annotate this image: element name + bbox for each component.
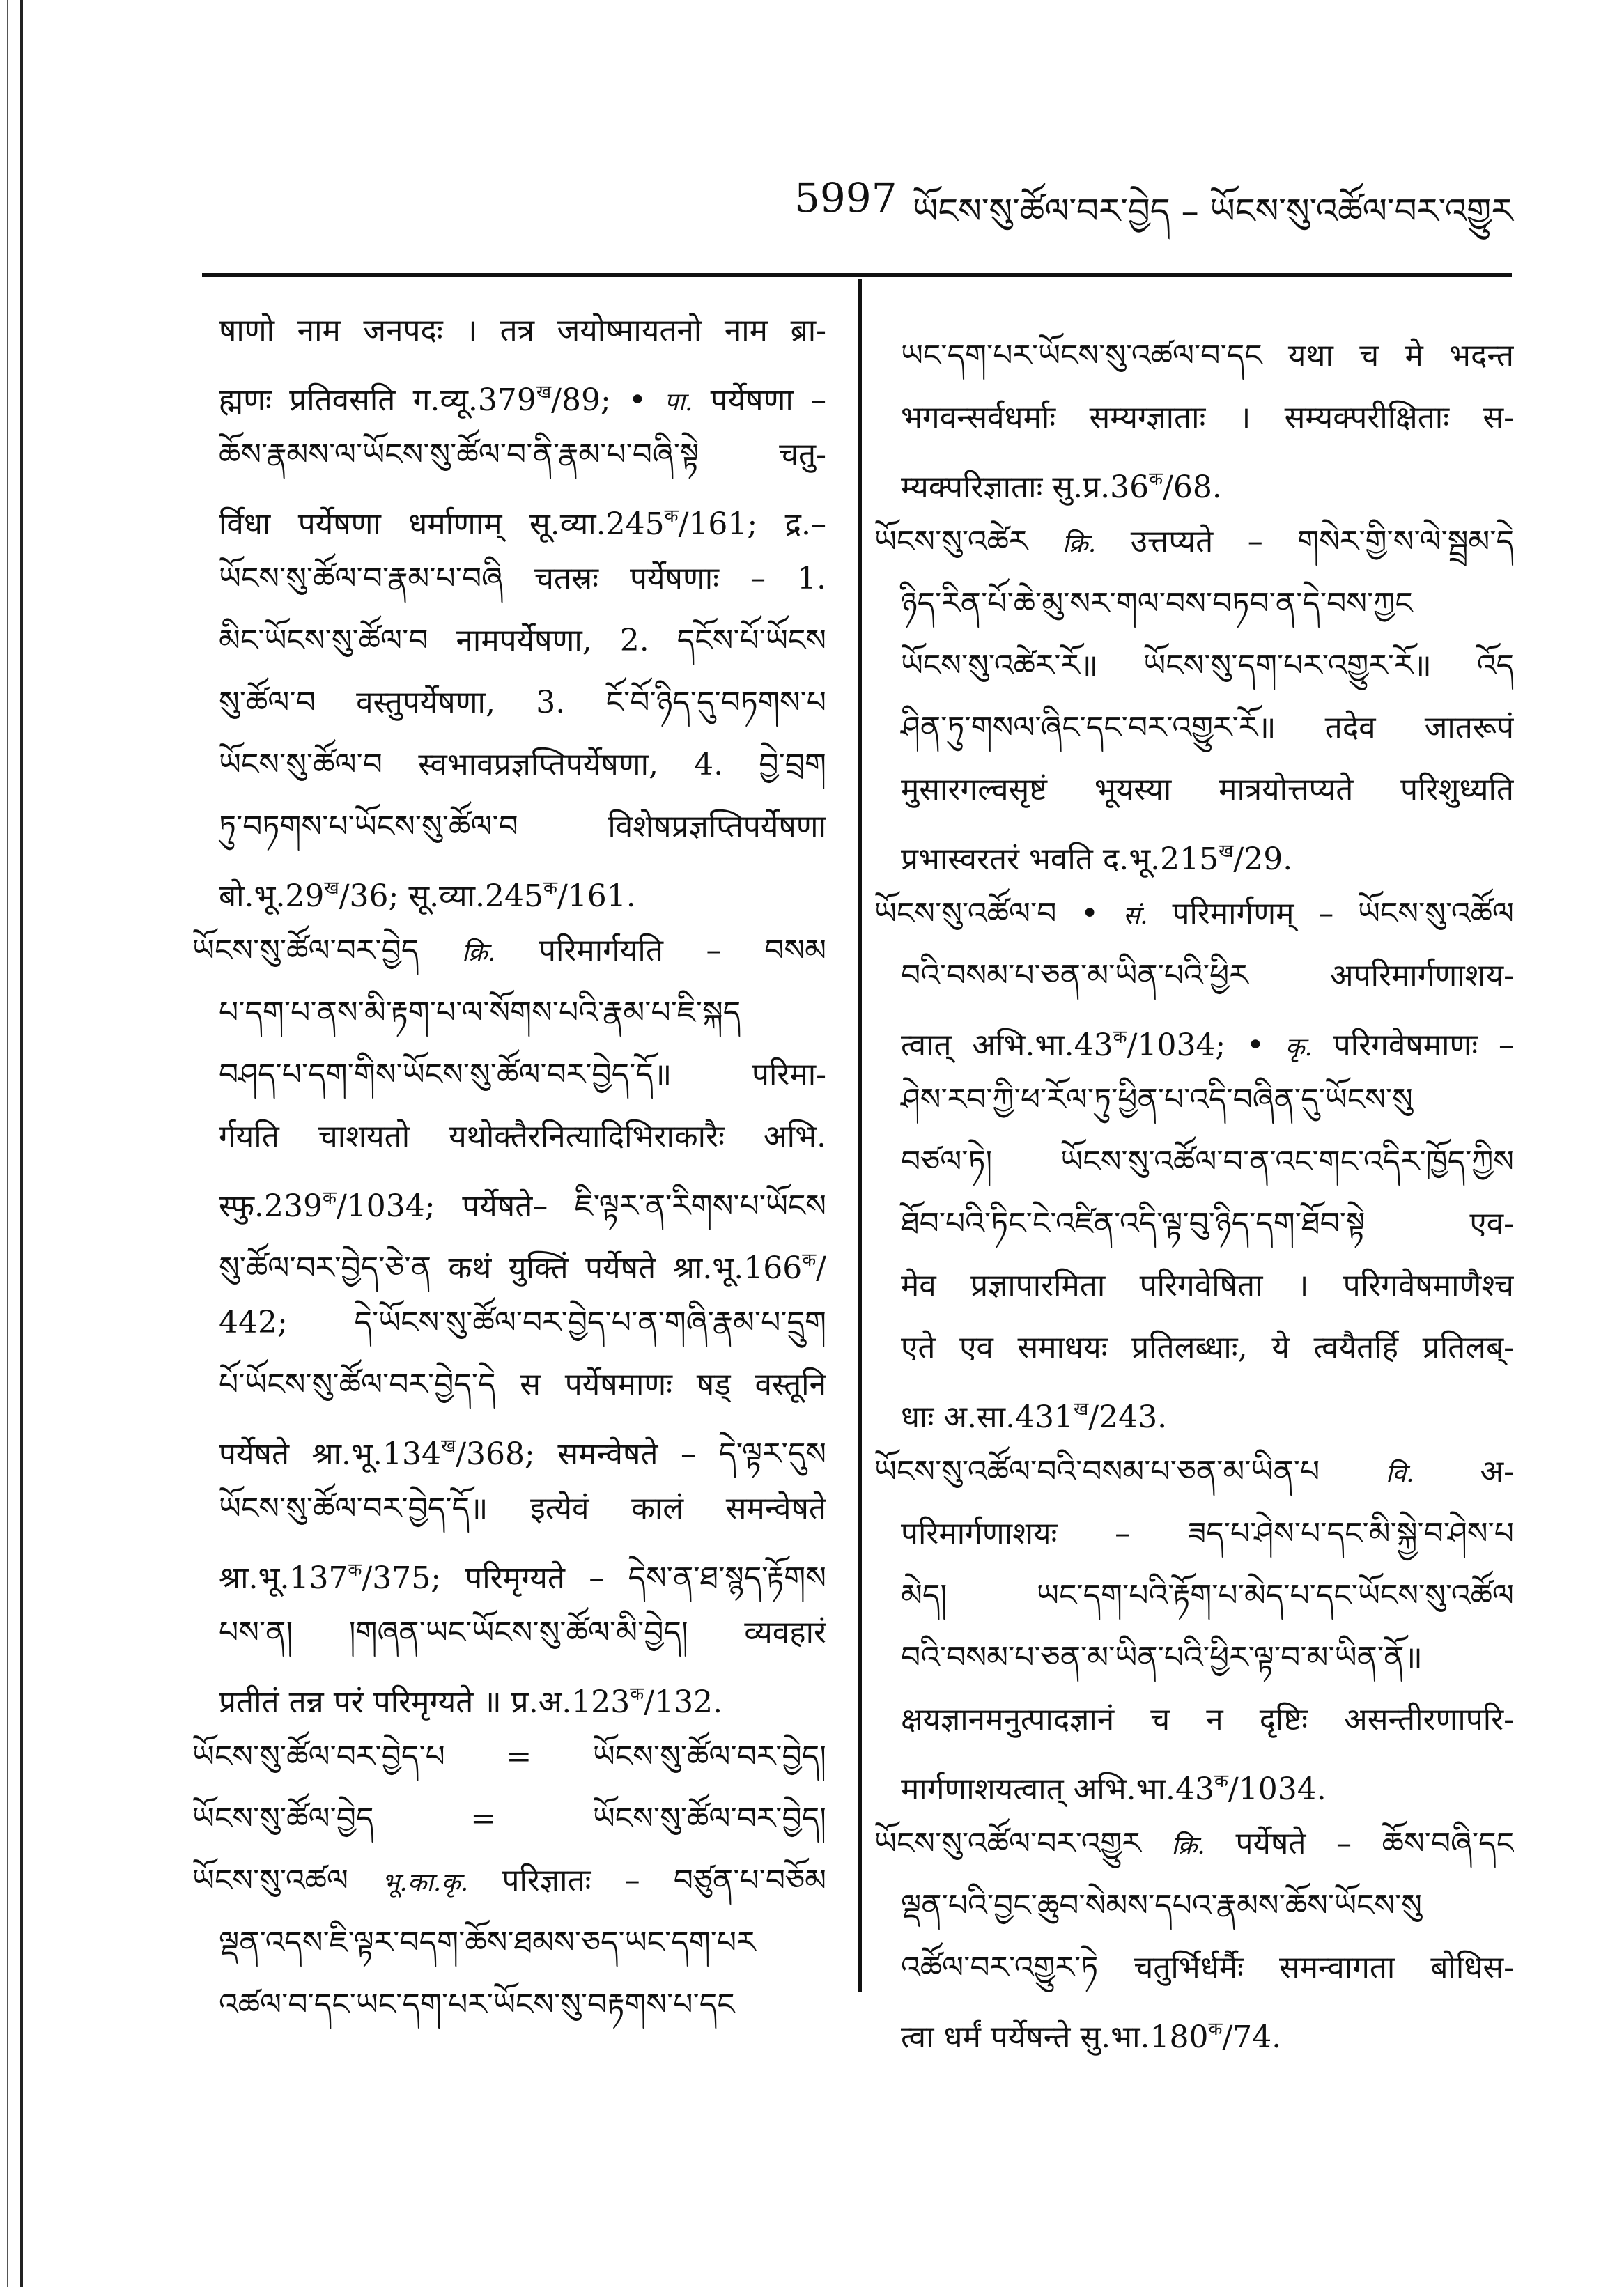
text-segment: प्रभास्वरतरं भवति द.भू.215 bbox=[901, 842, 1219, 877]
text-segment: ཡོངས་སུ་འཚོལ་བ • bbox=[874, 896, 1123, 931]
folio-side-superscript: ख bbox=[536, 382, 552, 403]
folio-side-superscript: क bbox=[664, 506, 679, 527]
entry-text-line bbox=[192, 486, 826, 548]
text-segment: ཆོས་རྣམས་ལ་ཡོངས་སུ་ཚོལ་བ་ནི་རྣམ་པ་བཞི་སྟེ चतु- bbox=[219, 437, 826, 472]
text-segment: 442; དེ་ཡོངས་སུ་ཚོལ་བར་བྱེད་པ་ན་གཞི་རྣམ་པ་དྲུག bbox=[219, 1305, 826, 1340]
text-segment: ལྡན་འདས་ཇི་ལྟར་བདག་ཆོས་ཐམས་ཅད་ཡང་དག་པར bbox=[219, 1925, 756, 1960]
entry-text-line bbox=[874, 635, 1514, 697]
entry-text-line bbox=[192, 362, 826, 424]
entry-text-line bbox=[192, 1044, 826, 1106]
grammar-label: सं. bbox=[1122, 901, 1148, 930]
folio-side-superscript: क bbox=[630, 1684, 644, 1705]
entry-text-line bbox=[874, 325, 1514, 387]
text-segment: /74. bbox=[1222, 2019, 1282, 2055]
text-segment: /243. bbox=[1088, 1400, 1168, 1435]
entry-text-line bbox=[192, 1664, 826, 1726]
entry-text-line bbox=[874, 1627, 1514, 1689]
entry-text-line bbox=[192, 1292, 826, 1354]
entry-text-line bbox=[192, 1478, 826, 1540]
entry-text-line bbox=[192, 1354, 826, 1416]
entry-text-line bbox=[874, 1317, 1514, 1379]
text-segment: मुसारगल्वसृष्टं भूयस्या मात्रयोत्तप्यते परिशुध्यति bbox=[901, 772, 1514, 807]
entry-text-line bbox=[874, 1131, 1514, 1193]
text-segment: ཡོངས་སུ་འཚལ bbox=[192, 1863, 382, 1898]
text-segment: པས་ན། །གཞན་ཡང་ཡོངས་སུ་ཚོལ་མི་བྱེད། व्यवहारं bbox=[219, 1615, 826, 1650]
entry-text-line bbox=[192, 1230, 826, 1292]
folio-side-superscript: क bbox=[543, 878, 557, 899]
text-segment: /132. bbox=[644, 1684, 723, 1720]
text-segment: ཤེས་རབ་ཀྱི་ཕ་རོལ་ཏུ་ཕྱིན་པ་འདི་བཞིན་དུ་ཡོངས་སུ bbox=[901, 1082, 1413, 1117]
text-segment: परिमार्गयति – བསམ bbox=[495, 933, 826, 968]
text-segment: अ- bbox=[1414, 1454, 1514, 1489]
text-segment: ཡོངས་སུ་འཚོལ་བའི་བསམ་པ་ཅན་མ་ཡིན་པ bbox=[874, 1454, 1386, 1489]
entry-text-line bbox=[874, 945, 1514, 1007]
folio-side-superscript: ख bbox=[1219, 841, 1234, 862]
text-segment: धाः अ.सा.431 bbox=[901, 1400, 1074, 1435]
entry-headword-line bbox=[874, 883, 1514, 945]
grammar-label: वि. bbox=[1385, 1459, 1414, 1488]
text-segment: क्षयज्ञानमनुत्पादज्ञानं च न दृष्टिः असन्तीरणापरि- bbox=[901, 1702, 1514, 1737]
text-segment: /368; समन्वेषते – དེ་ལྟར་དུས bbox=[456, 1436, 826, 1472]
folio-side-superscript: क bbox=[323, 1188, 337, 1209]
text-segment: /161. bbox=[557, 878, 636, 914]
entry-text-line bbox=[874, 1751, 1514, 1813]
entry-text-line bbox=[192, 1912, 826, 1974]
entry-text-line bbox=[192, 300, 826, 362]
text-segment: पर्येषते श्रा.भू.134 bbox=[219, 1436, 441, 1472]
text-segment: མིང་ཡོངས་སུ་ཚོལ་བ नामपर्येषणा, 2. དངོས་པོ་ཡོངས bbox=[219, 623, 826, 658]
text-segment: उत्तप्यते – གསེར་གྱི་ས་ལེ་སྦྲམ་དེ bbox=[1096, 524, 1514, 559]
text-segment: परिज्ञातः – བཙུན་པ་བཅོམ bbox=[468, 1863, 826, 1898]
text-segment: म्यक्परिज्ञाताः सु.प्र.36 bbox=[901, 470, 1150, 505]
folio-side-superscript: क bbox=[348, 1560, 362, 1581]
text-segment: स्फु.239 bbox=[219, 1188, 323, 1224]
text-segment: ཤིན་ཏུ་གསལ་ཞིང་དང་བར་འགྱུར་རོ॥ तदेव जातरूपं bbox=[901, 710, 1514, 745]
text-segment: མེད། ཡང་དག་པའི་རྟོག་པ་མེད་པ་དང་ཡོངས་སུ་འཚོལ bbox=[901, 1578, 1514, 1613]
text-segment: भगवन्सर्वधर्माः सम्यग्ज्ञाताः । सम्यक्परीक्षिताः स- bbox=[901, 400, 1514, 435]
text-segment: षाणो नाम जनपदः । तत्र जयोष्मायतनो नाम ब्रा- bbox=[219, 313, 826, 348]
text-segment: मार्गणाशयत्वात् अभि.भा.43 bbox=[901, 1772, 1214, 1807]
text-segment: /36; सू.व्या.245 bbox=[339, 878, 543, 914]
scan-binding-edge bbox=[20, 0, 23, 2287]
text-segment: ཐོབ་པའི་ཏིང་ངེ་འཛིན་འདི་ལྟ་བུ་ཉིད་དག་ཐོབ་སྟེ एव- bbox=[901, 1206, 1514, 1241]
scan-edge-shadow bbox=[7, 0, 8, 2287]
entry-text-line bbox=[874, 1565, 1514, 1627]
entry-text-line bbox=[192, 1416, 826, 1478]
grammar-label: पा. bbox=[664, 388, 693, 417]
entry-headword-line bbox=[874, 511, 1514, 573]
entry-headword-line bbox=[192, 1788, 826, 1850]
text-segment: ཡོངས་སུ་ཚོལ་བར་བྱེད་དོ॥ इत्येवं कालं समन्वेषते bbox=[219, 1491, 826, 1526]
text-segment: བཤད་པ་དག་གིས་ཡོངས་སུ་ཚོལ་བར་བྱེད་དོ॥ परिमा- bbox=[219, 1057, 826, 1092]
entry-headword-line bbox=[192, 1726, 826, 1788]
grammar-label: भू.का.कृ. bbox=[382, 1868, 469, 1897]
text-segment: ཡོངས་སུ་འཚེར bbox=[874, 524, 1062, 559]
entry-text-line bbox=[192, 424, 826, 486]
text-segment: བའི་བསམ་པ་ཅན་མ་ཡིན་པའི་ཕྱིར་ལྟ་བ་མ་ཡིན་ནོ॥ bbox=[901, 1640, 1423, 1675]
entry-text-line bbox=[192, 610, 826, 672]
text-segment: परिमार्गणाशयः – ཟད་པ་ཤེས་པ་དང་མི་སྐྱེ་བ་ཤེས་པ bbox=[901, 1516, 1514, 1551]
text-segment: སུ་ཚོལ་བར་བྱེད་ཅེ་ན कथं युक्तिं पर्येषते श्रा.भू.166 bbox=[219, 1250, 803, 1286]
text-segment: /29. bbox=[1233, 842, 1293, 877]
text-segment: ཡོངས་སུ་འཚེར་རོ॥ ཡོངས་སུ་དག་པར་འགྱུར་རོ॥ འོད bbox=[901, 648, 1514, 683]
text-segment: /1034; पर्येषते– ཇི་ལྟར་ན་རིགས་པ་ཡོངས bbox=[336, 1188, 826, 1224]
text-segment: मेव प्रज्ञापारमिता परिगवेषिता । परिगवेषमाणैश्च bbox=[901, 1268, 1514, 1303]
text-segment: /1034. bbox=[1228, 1772, 1327, 1807]
text-segment: ཡོངས་སུ་ཚོལ་བར་བྱེད་པ = ཡོངས་སུ་ཚོལ་བར་བྱེད། bbox=[192, 1739, 826, 1774]
entry-text-line bbox=[874, 449, 1514, 511]
text-segment: त्वा धर्मं पर्येषन्ते सु.भा.180 bbox=[901, 2019, 1209, 2055]
grammar-label: क्रि. bbox=[1171, 1831, 1205, 1860]
folio-side-superscript: क bbox=[802, 1250, 817, 1271]
text-segment: /68. bbox=[1163, 470, 1222, 505]
entry-text-line bbox=[874, 1255, 1514, 1317]
folio-side-superscript: क bbox=[1208, 2019, 1223, 2040]
text-segment: འཚོལ་བར་འགྱུར་ཏེ चतुर्भिर्धर्मैः समन्वागता बोधिस- bbox=[901, 1950, 1514, 1985]
entry-text-line bbox=[874, 1379, 1514, 1441]
text-segment: /89; • bbox=[551, 382, 665, 418]
entry-text-line bbox=[874, 1503, 1514, 1565]
text-segment: र्विधा पर्येषणा धर्माणाम् सू.व्या.245 bbox=[219, 506, 665, 542]
header-rule bbox=[202, 273, 1512, 277]
entry-text-line bbox=[192, 672, 826, 734]
entry-text-line bbox=[874, 759, 1514, 821]
right-column bbox=[874, 325, 1514, 2061]
entry-text-line bbox=[192, 1540, 826, 1602]
entry-text-line bbox=[192, 796, 826, 858]
running-head: ཡོངས་སུ་ཚོལ་བར་བྱེད – ཡོངས་སུ་འཚོལ་བར་འགྱུར bbox=[913, 191, 1513, 231]
entry-text-line bbox=[192, 1106, 826, 1168]
entry-text-line bbox=[874, 1937, 1514, 1999]
entry-text-line bbox=[874, 387, 1514, 449]
entry-text-line bbox=[192, 734, 826, 796]
entry-text-line bbox=[874, 1875, 1514, 1937]
text-segment: बो.भू.29 bbox=[219, 878, 325, 914]
entry-text-line bbox=[874, 1069, 1514, 1131]
folio-side-superscript: क bbox=[1113, 1027, 1127, 1048]
entry-text-line bbox=[874, 1999, 1514, 2061]
entry-text-line bbox=[874, 1193, 1514, 1255]
text-segment: ཡོངས་སུ་འཚོལ་བར་འགྱུར bbox=[874, 1826, 1172, 1861]
text-segment: ह्मणः प्रतिवसति ग.व्यू.379 bbox=[219, 382, 536, 418]
folio-side-superscript: क bbox=[1214, 1771, 1228, 1792]
entry-text-line bbox=[874, 697, 1514, 759]
folio-side-superscript: ख bbox=[1074, 1399, 1089, 1420]
entry-headword-line bbox=[874, 1441, 1514, 1503]
entry-headword-line bbox=[192, 920, 826, 982]
text-segment: ཡོངས་སུ་ཚོལ་བྱེད = ཡོངས་སུ་ཚོལ་བར་བྱེད། bbox=[192, 1801, 826, 1836]
text-segment: ཉིད་རིན་པོ་ཆེ་མུ་སར་གལ་བས་བཏབ་ན་དེ་བས་ཀྱང bbox=[901, 586, 1413, 621]
entry-text-line bbox=[192, 548, 826, 610]
entry-text-line bbox=[192, 1168, 826, 1230]
text-segment: ཡོངས་སུ་ཚོལ་བ स्वभावप्रज्ञप्तिपर्येषणा, 4. བྱེ་བྲག bbox=[219, 747, 826, 782]
text-segment: ལྡན་པའི་བྱང་ཆུབ་སེམས་དཔའ་རྣམས་ཆོས་ཡོངས་སུ bbox=[901, 1888, 1422, 1923]
entry-text-line bbox=[874, 573, 1514, 635]
entry-headword-line bbox=[192, 1850, 826, 1912]
text-segment: /375; परिमृग्यते – དེས་ན་ཐ་སྙད་རྟོགས bbox=[362, 1560, 826, 1596]
text-segment: /1034; • bbox=[1127, 1028, 1285, 1063]
text-segment: བཙལ་ཏེ། ཡོངས་སུ་འཚོལ་བ་ན་འང་གང་འདིར་ཁྱོད་ཀྱིས bbox=[901, 1144, 1514, 1179]
folio-side-superscript: ख bbox=[324, 878, 339, 899]
text-segment: / bbox=[816, 1250, 826, 1286]
text-segment: ཡོངས་སུ་ཚོལ་བ་རྣམ་པ་བཞི चतस्रः पर्येषणाः – 1. bbox=[219, 561, 826, 596]
text-segment: ཡོངས་སུ་ཚོལ་བར་བྱེད bbox=[192, 933, 462, 968]
text-segment: परिमार्गणम् – ཡོངས་སུ་འཚོལ bbox=[1147, 896, 1514, 931]
text-segment: प्रतीतं तन्न परं परिमृग्यते ॥ प्र.अ.123 bbox=[219, 1684, 631, 1720]
text-segment: श्रा.भू.137 bbox=[219, 1560, 348, 1596]
entry-text-line bbox=[874, 1007, 1514, 1069]
column-divider bbox=[858, 279, 862, 1992]
entry-text-line bbox=[874, 821, 1514, 883]
text-segment: परिगवेषमाणः – bbox=[1312, 1028, 1514, 1063]
page-number: 5997 bbox=[794, 174, 897, 222]
entry-text-line bbox=[192, 1974, 826, 2036]
text-segment: पर्येषते – ཆོས་བཞི་དང bbox=[1205, 1826, 1514, 1861]
text-segment: འཚལ་བ་དང་ཡང་དག་པར་ཡོངས་སུ་བརྟགས་པ་དང bbox=[219, 1987, 735, 2022]
left-column bbox=[192, 300, 826, 2036]
text-segment: སུ་ཚོལ་བ वस्तुपर्येषणा, 3. ངོ་བོ་ཉིད་དུ་བཏགས་པ bbox=[219, 685, 826, 720]
entry-text-line bbox=[874, 1689, 1514, 1751]
text-segment: པོ་ཡོངས་སུ་ཚོལ་བར་བྱེད་དེ स पर्येषमाणः षड् वस्तूनि bbox=[219, 1367, 826, 1402]
entry-text-line bbox=[192, 858, 826, 920]
text-segment: एते एव समाधयः प्रतिलब्धाः, ये त्वयैतर्हि प्रतिलब्- bbox=[901, 1330, 1514, 1365]
text-segment: पर्येषणा – bbox=[693, 382, 826, 418]
text-segment: བའི་བསམ་པ་ཅན་མ་ཡིན་པའི་ཕྱིར अपरिमार्गणाशय- bbox=[901, 958, 1514, 993]
text-segment: त्वात् अभि.भा.43 bbox=[901, 1028, 1113, 1063]
entry-headword-line bbox=[874, 1813, 1514, 1875]
folio-side-superscript: क bbox=[1149, 469, 1163, 490]
text-segment: र्गयति चाशयतो यथोक्तैरनित्यादिभिराकारैः अभि. bbox=[219, 1119, 826, 1154]
grammar-label: क्रि. bbox=[461, 938, 496, 967]
text-segment: པ་དག་པ་ནས་མི་རྟག་པ་ལ་སོགས་པའི་རྣམ་པ་ཇི་སྐད bbox=[219, 995, 741, 1030]
entry-text-line bbox=[192, 982, 826, 1044]
grammar-label: कृ. bbox=[1285, 1033, 1313, 1062]
text-segment: /161; द्र.– bbox=[678, 506, 826, 542]
text-segment: ཏུ་བཏགས་པ་ཡོངས་སུ་ཚོལ་བ विशेषप्रज्ञप्तिपर्येषणा bbox=[219, 809, 826, 844]
grammar-label: क्रि. bbox=[1062, 529, 1097, 558]
text-segment: ཡང་དག་པར་ཡོངས་སུ་འཚལ་བ་དང यथा च मे भदन्त bbox=[901, 338, 1514, 373]
entry-text-line bbox=[192, 1602, 826, 1664]
folio-side-superscript: ख bbox=[440, 1436, 456, 1457]
